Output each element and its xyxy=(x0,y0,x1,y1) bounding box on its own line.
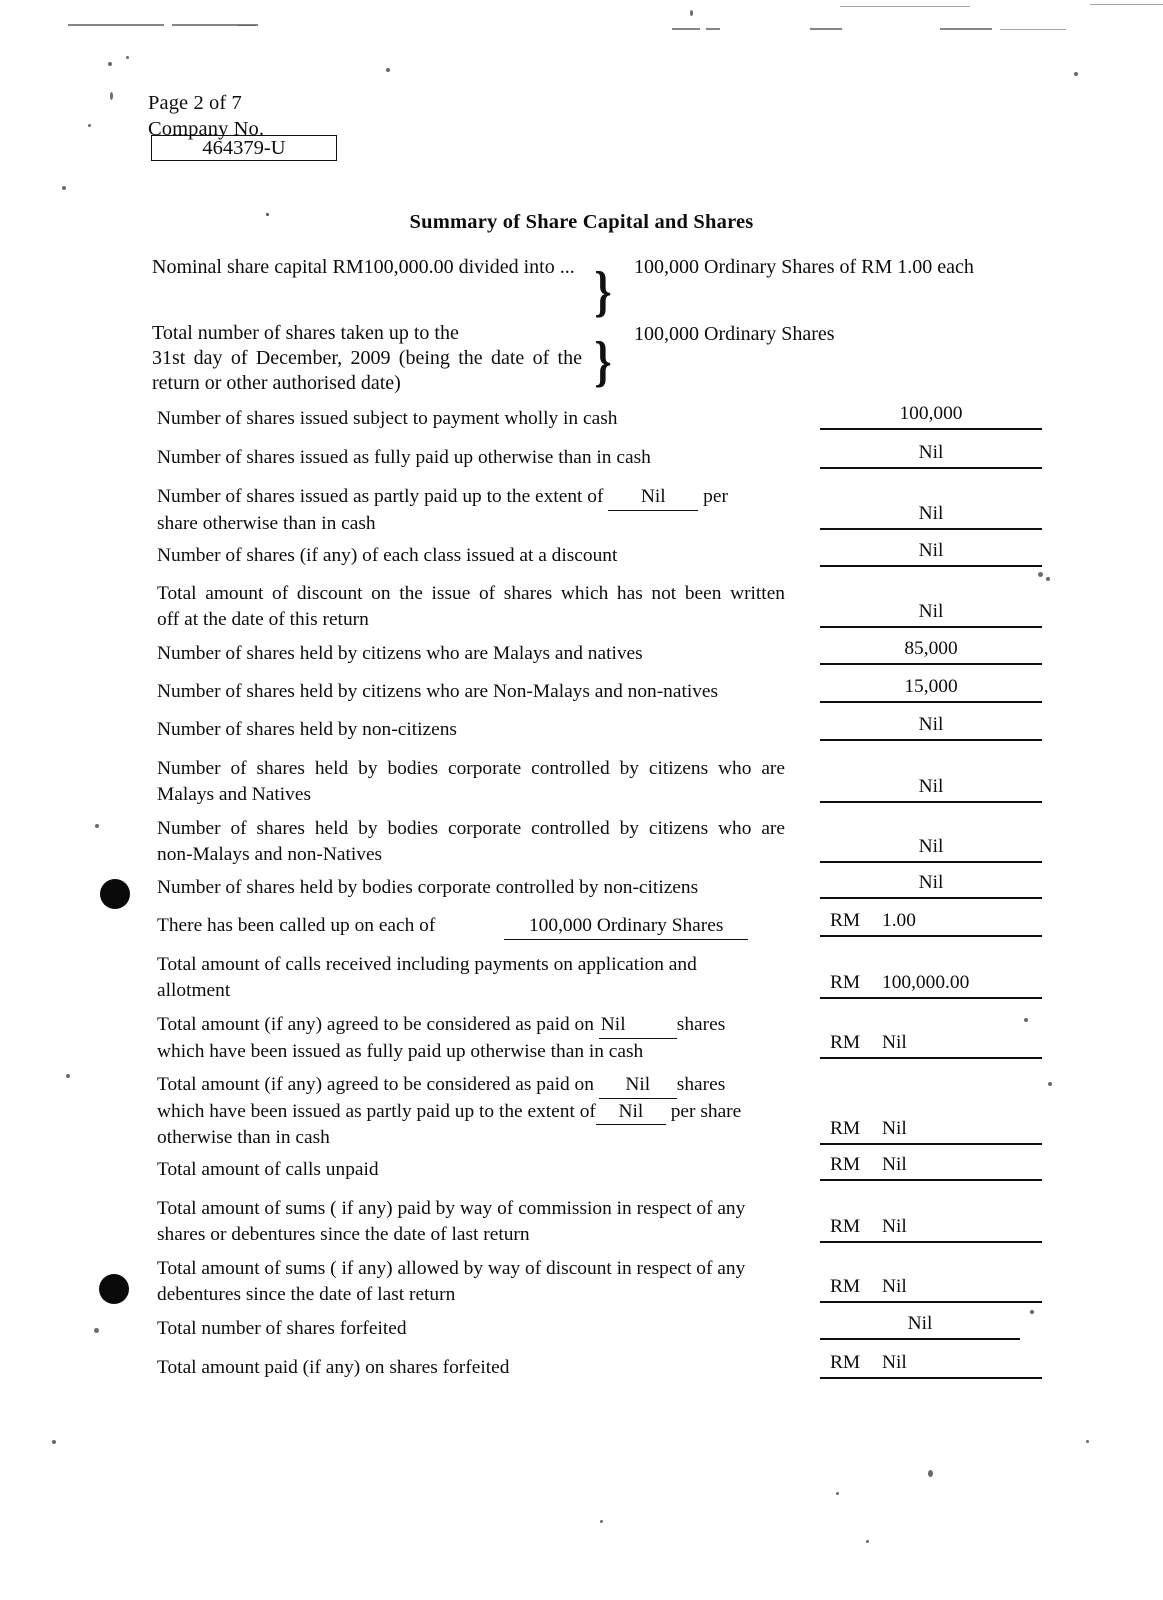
scan-artifact xyxy=(126,56,129,59)
item-value-field[interactable] xyxy=(820,498,1042,530)
item-value-field[interactable] xyxy=(820,633,1042,665)
item-value: Nil xyxy=(918,714,944,735)
scan-artifact xyxy=(1024,1018,1028,1022)
item-label-line2: debentures since the date of last return xyxy=(157,1283,456,1305)
scan-artifact xyxy=(928,1470,933,1477)
item-value-field[interactable] xyxy=(820,535,1042,567)
item-label: Number of shares issued subject to payment wholly in cash xyxy=(157,408,618,429)
item-label: Total number of shares forfeited xyxy=(157,1318,407,1339)
item-label: Total amount paid (if any) on shares forfeited xyxy=(157,1357,510,1378)
item-value-field[interactable] xyxy=(820,671,1042,703)
item-value: Nil xyxy=(918,836,944,857)
item-value-field[interactable] xyxy=(820,867,1042,899)
scan-artifact xyxy=(66,1074,70,1078)
company-no-box xyxy=(151,135,337,161)
item-amount: 1.00 xyxy=(882,910,916,931)
hole-punch-mark xyxy=(100,879,130,909)
item-value-field[interactable] xyxy=(820,1271,1042,1303)
item-label-line2: Malays and Natives xyxy=(157,783,312,805)
item-label-line2-post: per share xyxy=(670,1100,742,1122)
scan-artifact xyxy=(386,68,390,72)
item-value-field[interactable] xyxy=(820,398,1042,430)
item-label-line1 xyxy=(157,1072,789,1099)
item-label: Number of shares held by bodies corporate controlled by non-citizens xyxy=(157,877,699,898)
scan-artifact xyxy=(108,62,112,66)
item-label-line1: Total amount of sums ( if any) allowed by way of discount in respect of any xyxy=(157,1258,746,1279)
company-no-value: 464379-U xyxy=(202,137,286,159)
item-value-field[interactable] xyxy=(820,1149,1042,1181)
item-label xyxy=(157,484,785,536)
item-label-line2: share otherwise than in cash xyxy=(157,512,376,534)
item-label: Number of shares held by citizens who are Non-Malays and non-natives xyxy=(157,681,719,702)
item-value: Nil xyxy=(907,1313,933,1334)
item-label-line1: Total amount of discount on the issue of shares which has not been written xyxy=(157,583,785,604)
item-value-field[interactable] xyxy=(820,1347,1042,1379)
currency-label: RM xyxy=(830,910,861,931)
item-label-pre: Total amount (if any) agreed to be considered as paid on xyxy=(157,1074,594,1095)
item-value-field[interactable] xyxy=(820,437,1042,469)
currency-label: RM xyxy=(830,972,861,993)
scan-artifact xyxy=(110,92,113,100)
scan-artifact xyxy=(95,824,99,828)
item-label xyxy=(157,952,785,1003)
item-value: Nil xyxy=(918,601,944,622)
item-label-line2 xyxy=(157,1099,789,1126)
scan-artifact xyxy=(866,1540,869,1543)
item-value-field[interactable] xyxy=(820,1113,1042,1145)
item-label: Number of shares held by citizens who are Malays and natives xyxy=(157,643,643,664)
nominal-capital-value: 100,000 Ordinary Shares of RM 1.00 each xyxy=(634,256,974,278)
scan-artifact xyxy=(836,1492,839,1495)
scan-artifact xyxy=(1046,577,1050,581)
inline-blank-value-2[interactable]: Nil xyxy=(596,1099,666,1126)
company-no-label: Company No. xyxy=(148,118,265,140)
item-label-line2: shares or debentures since the date of last return xyxy=(157,1223,530,1245)
item-label-line1 xyxy=(157,1012,789,1039)
scan-artifact xyxy=(600,1520,603,1523)
item-label-pre: Number of shares issued as partly paid up to the extent of xyxy=(157,486,604,507)
item-value: Nil xyxy=(918,776,944,797)
item-amount: Nil xyxy=(882,1154,907,1175)
scan-artifact xyxy=(94,1328,99,1333)
item-label: Number of shares issued as fully paid up otherwise than in cash xyxy=(157,447,651,468)
item-label-line2-pre: which have been issued as partly paid up to the extent of xyxy=(157,1100,596,1122)
item-amount: 100,000.00 xyxy=(882,972,970,993)
item-value: Nil xyxy=(918,442,944,463)
shares-taken-up-line3: return or other authorised date) xyxy=(152,372,401,394)
item-label xyxy=(157,816,785,867)
item-value-field[interactable] xyxy=(820,1027,1042,1059)
scan-artifact xyxy=(810,28,842,30)
currency-label: RM xyxy=(830,1154,861,1175)
item-label-post: per xyxy=(703,486,728,507)
item-label: Number of shares held by non-citizens xyxy=(157,719,457,740)
item-amount: Nil xyxy=(882,1032,907,1053)
item-label xyxy=(157,581,785,632)
item-value-field[interactable] xyxy=(820,1211,1042,1243)
item-label xyxy=(157,1196,785,1247)
item-value: Nil xyxy=(918,540,944,561)
item-label-post: shares xyxy=(676,1074,726,1095)
scan-artifact xyxy=(1074,72,1078,76)
shares-taken-up-line1: Total number of shares taken up to the xyxy=(152,322,459,344)
item-label-line3: otherwise than in cash xyxy=(157,1127,330,1148)
scan-artifact xyxy=(1038,572,1043,577)
item-label-line2: allotment xyxy=(157,979,231,1001)
inline-blank-value[interactable]: Nil xyxy=(608,484,698,511)
scan-artifact xyxy=(672,28,700,30)
page-number-label: Page 2 of 7 xyxy=(148,92,242,114)
scan-artifact xyxy=(1030,1310,1034,1314)
item-label: Number of shares (if any) of each class issued at a discount xyxy=(157,545,618,566)
item-value: 85,000 xyxy=(904,638,958,659)
item-label-line1: Number of shares held by bodies corporate controlled by citizens who are xyxy=(157,758,785,779)
page-title: Summary of Share Capital and Shares xyxy=(409,211,754,233)
item-label-post: shares xyxy=(676,1014,726,1035)
item-value: 15,000 xyxy=(904,676,958,697)
scan-artifact xyxy=(706,28,720,30)
item-label-line1: Total amount of sums ( if any) paid by way of commission in respect of any xyxy=(157,1198,746,1219)
item-label xyxy=(157,1256,785,1307)
item-label-line2: non-Malays and non-Natives xyxy=(157,843,383,865)
item-amount: Nil xyxy=(882,1276,907,1297)
currency-label: RM xyxy=(830,1118,861,1139)
scan-artifact xyxy=(62,186,66,190)
item-value-field[interactable] xyxy=(820,905,1042,937)
item-label-pre: Total amount (if any) agreed to be considered as paid on xyxy=(157,1014,594,1035)
scan-artifact xyxy=(88,124,91,127)
item-value-field[interactable] xyxy=(820,967,1042,999)
item-value-field[interactable] xyxy=(820,831,1042,863)
item-label-line2: off at the date of this return xyxy=(157,608,369,630)
scan-artifact xyxy=(68,24,164,26)
item-label-pre: There has been called up on each of xyxy=(157,915,436,936)
scan-artifact xyxy=(840,6,970,7)
brace-glyph-2: } xyxy=(594,331,612,393)
shares-taken-up-value: 100,000 Ordinary Shares xyxy=(634,323,835,345)
item-label-line1: Number of shares held by bodies corporate controlled by citizens who are xyxy=(157,818,785,839)
item-amount: Nil xyxy=(882,1118,907,1139)
currency-label: RM xyxy=(830,1276,861,1297)
item-value-field[interactable] xyxy=(820,771,1042,803)
item-value: 100,000 xyxy=(899,403,963,424)
item-label xyxy=(157,756,785,807)
item-label xyxy=(157,913,797,940)
item-value-field[interactable] xyxy=(820,1308,1020,1340)
item-label-line1: Total amount of calls received including payments on application and xyxy=(157,954,697,975)
brace-glyph-1: } xyxy=(594,261,612,323)
item-amount: Nil xyxy=(882,1352,907,1373)
scan-artifact xyxy=(940,28,992,30)
scan-artifact xyxy=(1000,29,1066,30)
currency-label: RM xyxy=(830,1032,861,1053)
item-value: Nil xyxy=(918,503,944,524)
scan-artifact xyxy=(1048,1082,1052,1086)
item-label-line2: which have been issued as fully paid up otherwise than in cash xyxy=(157,1040,644,1062)
item-label xyxy=(157,1072,789,1151)
scan-artifact xyxy=(1086,1440,1089,1443)
item-value-field[interactable] xyxy=(820,709,1042,741)
scan-artifact xyxy=(690,10,693,16)
item-label: Total amount of calls unpaid xyxy=(157,1159,379,1180)
scan-artifact xyxy=(238,25,256,26)
item-value-field[interactable] xyxy=(820,596,1042,628)
shares-taken-up-line2: 31st day of December, 2009 (being the date of the xyxy=(152,347,582,369)
currency-label: RM xyxy=(830,1216,861,1237)
inline-blank-value[interactable]: 100,000 Ordinary Shares xyxy=(504,913,748,940)
item-value: Nil xyxy=(918,872,944,893)
inline-blank-value[interactable]: Nil xyxy=(599,1072,677,1099)
hole-punch-mark xyxy=(99,1274,129,1304)
item-amount: Nil xyxy=(882,1216,907,1237)
scan-artifact xyxy=(52,1440,56,1444)
inline-blank-value[interactable]: Nil xyxy=(599,1012,677,1039)
item-label xyxy=(157,1012,789,1064)
scan-artifact xyxy=(1090,4,1163,5)
shares-taken-up-label xyxy=(152,321,582,396)
currency-label: RM xyxy=(830,1352,861,1373)
nominal-capital-label: Nominal share capital RM100,000.00 divided into ... xyxy=(152,256,575,278)
